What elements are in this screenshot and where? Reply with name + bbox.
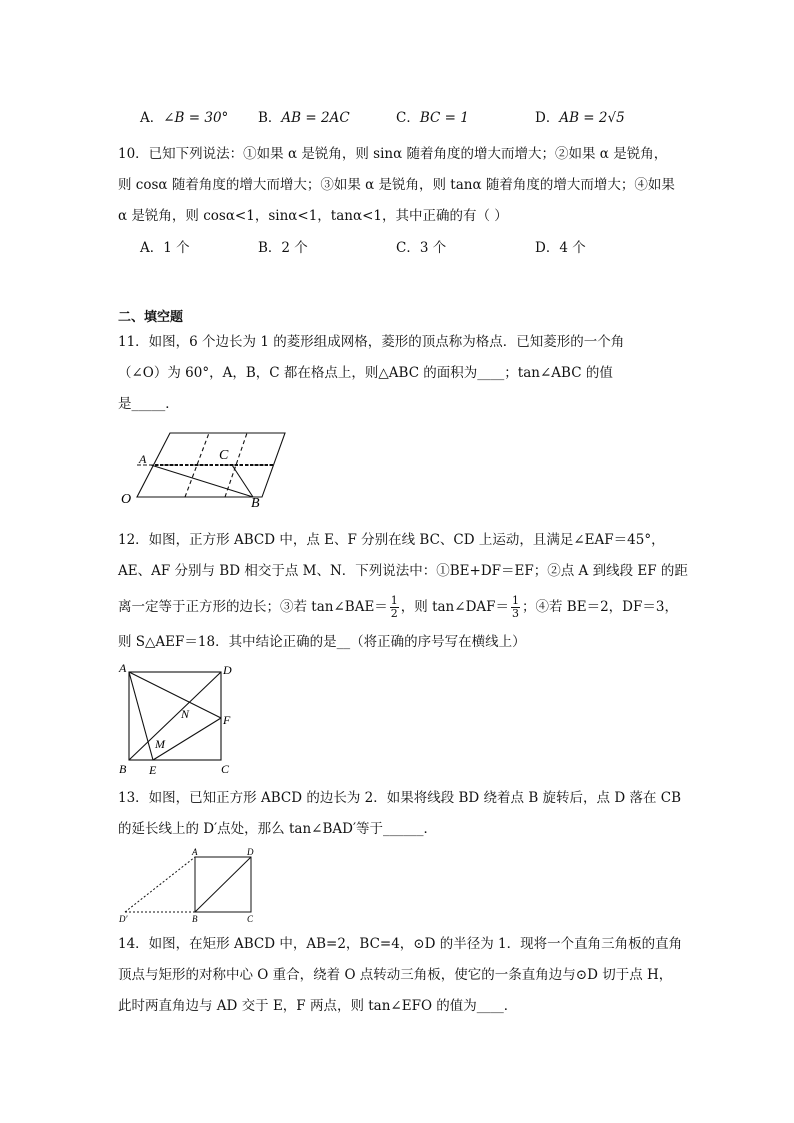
q13-label-d-prime: D′ — [119, 914, 128, 924]
q12-line-ae — [129, 672, 153, 760]
q13-line-ad1 — [125, 857, 195, 912]
q10-option-c[interactable]: C．3 个 — [396, 240, 447, 256]
q9-option-b[interactable]: B．AB = 2AC — [258, 110, 350, 126]
q12-label-m: M — [155, 737, 165, 751]
q10-line-2: 则 cosα 随着角度的增大而增大；③如果 α 是锐角，则 tanα 随着角度的增大而增大；④如果 — [118, 177, 675, 193]
q13-label-a: A — [192, 847, 198, 857]
q11-line-2: （∠O）为 60°，A，B，C 都在格点上，则△ABC 的面积为____；tan∠ABC 的值 — [118, 365, 613, 381]
q12-line-af — [129, 672, 221, 718]
q11-label-b: B — [251, 496, 260, 510]
q13-label-b: B — [192, 914, 198, 924]
q12-line-2: AE、AF 分别与 BD 相交于点 M、N．下列说法中：①BE+DF＝EF；②点 A 到线段 EF 的距 — [118, 563, 688, 579]
q12-fraction-half: $\frac{1}{2}$ — [390, 594, 398, 620]
q11-line-cb — [232, 465, 253, 497]
q12-label-a: A — [119, 661, 127, 675]
q10-line-1: 10．已知下列说法：①如果 α 是锐角，则 sinα 随着角度的增大而增大；②如果 α 是锐角， — [118, 146, 668, 162]
q13-line-1: 13．如图，已知正方形 ABCD 的边长为 2．如果将线段 BD 绕着点 B 旋转后，点 D 落在 CB — [118, 790, 681, 806]
q12-label-d: D — [223, 663, 232, 677]
q10-option-a[interactable]: A．1 个 — [140, 240, 190, 256]
q12-label-e: E — [149, 763, 157, 777]
q11-label-o: O — [121, 492, 132, 507]
q11-line-3: 是_____． — [118, 396, 179, 412]
q9-option-a[interactable]: A．∠B = 30° — [140, 110, 229, 126]
q13-label-d: D — [247, 847, 254, 857]
q9-option-d[interactable]: D．AB = 2√5 — [535, 110, 625, 126]
q13-diagonal-bd — [195, 857, 251, 912]
q12-label-f: F — [223, 713, 231, 727]
q11-label-a: A — [139, 452, 147, 466]
q11-label-c: C — [219, 448, 229, 463]
q11-line-ab — [151, 465, 253, 497]
q13-label-c: C — [247, 914, 254, 924]
q12-line-3: 离一定等于正方形的边长；③若 tan∠BAE＝ $\frac{1}{2}$ ，则 tan∠DAF＝ $\frac{1}{3}$ ；④若 BE＝2，DF＝3， — [118, 594, 678, 620]
q14-line-1: 14．如图，在矩形 ABCD 中，AB=2，BC=4，⊙D 的半径为 1．现将一个直角三角板的直角 — [118, 936, 683, 952]
q11-line-1: 11．如图，6 个边长为 1 的菱形组成网格，菱形的顶点称为格点．已知菱形的一个角 — [118, 334, 625, 350]
q12-label-n: N — [181, 707, 190, 721]
q12-line-1: 12．如图，正方形 ABCD 中，点 E、F 分别在线 BC、CD 上运动，且满足∠EAF＝45°， — [118, 532, 665, 548]
q14-line-2: 顶点与矩形的对称中心 O 重合，绕着 O 点转动三角板，使它的一条直角边与⊙D 切于点 H， — [118, 967, 673, 983]
section-title-fill-in: 二、填空题 — [118, 310, 184, 325]
q12-fraction-third: $\frac{1}{3}$ — [512, 594, 520, 620]
q10-option-d[interactable]: D．4 个 — [535, 240, 586, 256]
q11-rhombus-grid-figure — [115, 425, 295, 510]
q13-rotation-figure — [115, 845, 265, 925]
q12-label-c: C — [221, 762, 230, 776]
q14-line-3: 此时两直角边与 AD 交于 E，F 两点，则 tan∠EFO 的值为____． — [118, 998, 518, 1014]
q10-line-3: α 是锐角，则 cosα<1，sinα<1，tanα<1，其中正确的有（ ） — [118, 208, 508, 224]
q9-option-c[interactable]: C．BC = 1 — [396, 110, 469, 126]
q12-square-figure — [115, 660, 245, 780]
q12-label-b: B — [119, 762, 127, 776]
q12-line-4: 则 S△AEF＝18．其中结论正确的是__（将正确的序号写在横线上） — [118, 634, 526, 650]
q10-option-b[interactable]: B．2 个 — [258, 240, 308, 256]
q13-line-2: 的延长线上的 D′点处，那么 tan∠BAD′等于______． — [118, 821, 438, 837]
